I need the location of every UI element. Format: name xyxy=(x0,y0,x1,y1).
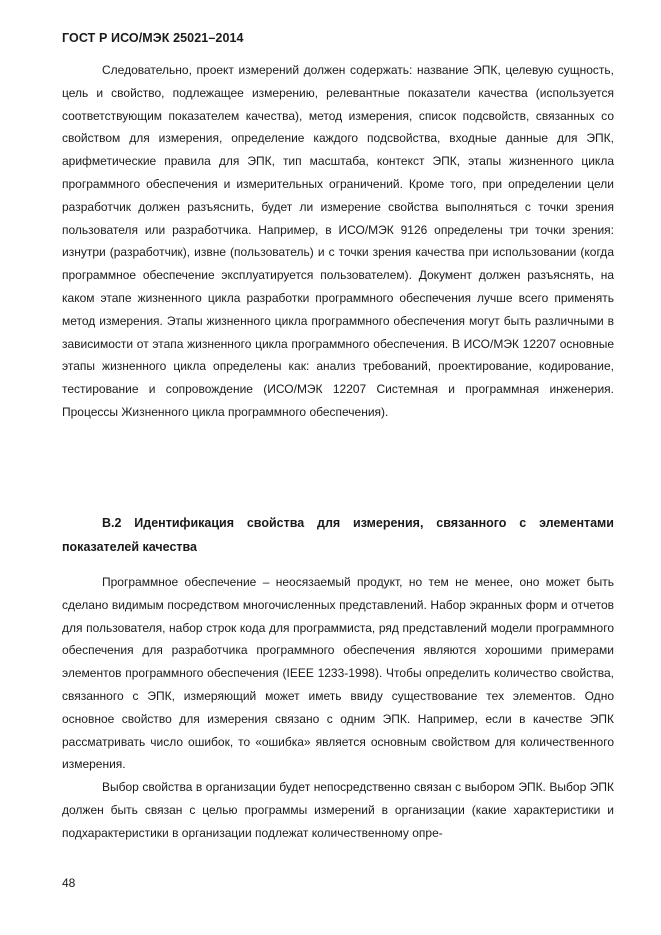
standard-code-header: ГОСТ Р ИСО/МЭК 25021–2014 xyxy=(62,31,244,45)
section-body-text xyxy=(62,571,614,845)
body-text-block xyxy=(62,59,614,424)
paragraph: Программное обеспечение – неосязаемый продукт, но тем не менее, оно может быть сделано видимым посредством многочисленных представлений. Набор экранных форм и отчетов для пользователя, набор строк кода для программиста, ряд представлений модели программного обеспечения для разработчика программного обеспечения являются хорошими примерами элементов программного обеспечения (IEEE 1233-1998). Чтобы определить количество свойства, связанного с ЭПК, измеряющий может иметь ввиду существование тех элементов. Одно основное свойство для измерения связано с одним ЭПК. Например, если в качестве ЭПК рассматривать число ошибок, то «ошибка» является основным свойством для количественного измерения. xyxy=(62,575,614,772)
paragraph: Следовательно, проект измерений должен содержать: название ЭПК, целевую сущность, цель и свойство, подлежащее измерению, релевантные показатели качества (используется соответствующим показателем качества), метод измерения, список подсвойств, связанных со свойством для измерения, определение каждого подсвойства, входные данные для ЭПК, арифметические правила для ЭПК, тип масштаба, контекст ЭПК, этапы жизненного цикла программного обеспечения и измерительных ограничений. Кроме того, при определении цели разработчик должен разъяснить, будет ли измерение свойства выполняться с точки зрения пользователя или разработчика. Например, в ИСО/МЭК 9126 определены три точки зрения: изнутри (разработчик), извне (пользователь) и с точки зрения качества при использовании (когда программное обеспечение эксплуатируется пользователем). Документ должен разъяснять, на каком этапе жизненного цикла разработки программного обеспечения лучше всего применять метод измерения. Этапы жизненного цикла программного обеспечения могут быть различными в зависимости от этапа жизненного цикла программного обеспечения. В ИСО/МЭК 12207 основные этапы жизненного цикла определены как: анализ требований, проектирование, кодирование, тестирование и сопровождение (ИСО/МЭК 12207 Системная и программная инженерия. Процессы Жизненного цикла программного обеспечения). xyxy=(62,63,614,419)
page-number: 48 xyxy=(62,876,76,890)
section-heading: В.2 Идентификация свойства для измерения, связанного с элементами показателей качества xyxy=(62,516,614,554)
paragraph: Выбор свойства в организации будет непосредственно связан с выбором ЭПК. Выбор ЭПК должен быть связан с целью программы измерений в организации (какие характеристики и подхарактеристики в организации подлежат количественному опре- xyxy=(62,780,614,840)
